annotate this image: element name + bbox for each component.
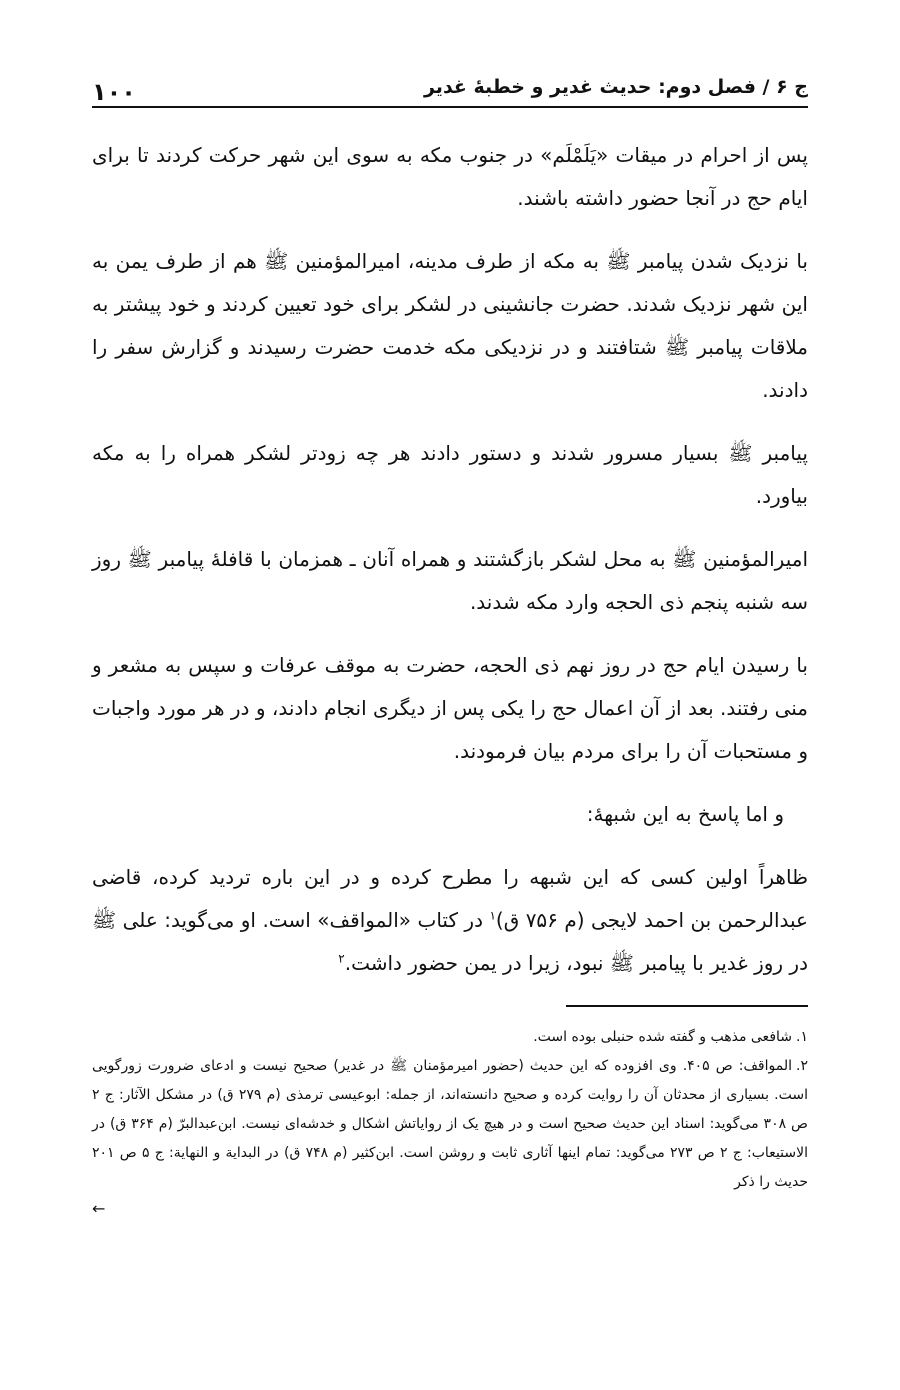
paragraph-4: امیرالمؤمنین ﷺ به محل لشکر بازگشتند و همراه آنان ـ همزمان با قافلهٔ پیامبر ﷺ روز سه شنبه پنجم ذی الحجه وارد مکه شدند.: [92, 547, 808, 614]
paragraph-2: با نزدیک شدن پیامبر ﷺ به مکه از طرف مدینه، امیرالمؤمنین ﷺ هم از طرف یمن به این شهر نزدیک شدند. حضرت جانشینی در لشکر برای خود تعیین کردند و خود پیشتر به ملاقات پیامبر ﷺ شتافتند و در نزدیکی مکه خدمت حضرت رسیدند و گزارش سفر را دادند.: [92, 249, 808, 402]
paragraph-6: و اما پاسخ به این شبههٔ:: [586, 802, 784, 826]
footnote-text: المواقف: ص ۴۰۵. وی افزوده که این حدیث (حضور امیرمؤمنان ﷺ در غدیر) صحیح نیست و ادعای ضرورت زورگویی است. بسیاری از محدثان آن را روایت کرده و صحیح دانسته‌اند، از جمله: ابوعیسی ترمذی (م ۲۷۹ ق) در مشکل الآثار: ج ۲ ص ۳۰۸ می‌گوید: اسناد این حدیث صحیح است و در هیچ یک از روایاتش اشکال و خدشه‌ای نیست. ابن‌عبدالبرّ (م ۳۶۴ ق) در الاستیعاب: ج ۲ ص ۲۷۳ می‌گوید: تمام اینها آثاری ثابت و روشن است. ابن‌کثیر (م ۷۴۸ ق) در البدایة و النهایة: ج ۵ ص ۲۰۱ حدیث را ذکر: [92, 1058, 808, 1190]
page-header: [92, 60, 808, 108]
footnote-number: ۲.: [796, 1058, 808, 1074]
footnote-text: شافعی مذهب و گفته شده حنبلی بوده است.: [533, 1029, 793, 1045]
paragraph-7-part-2: در کتاب «المواقف» است. او می‌گوید: علی ﷺ در روز غدیر با پیامبر ﷺ نبود، زیرا در یمن حضور داشت.: [92, 908, 808, 975]
footnote-2: [92, 1052, 808, 1197]
paragraph-7: [92, 856, 808, 985]
body-text: [92, 134, 808, 985]
page-number: ۱۰۰: [92, 78, 136, 106]
footnote-divider: [566, 1005, 808, 1007]
paragraph-3: پیامبر ﷺ بسیار مسرور شدند و دستور دادند هر چه زودتر لشکر همراه را به مکه بیاورد.: [92, 441, 808, 508]
paragraph-5: با رسیدن ایام حج در روز نهم ذی الحجه، حضرت به موقف عرفات و سپس به مشعر و منی رفتند. بعد از آن اعمال حج را یکی پس از دیگری انجام دادند، و در هر مورد واجبات و مستحبات آن را برای مردم بیان فرمودند.: [92, 653, 808, 763]
paragraph-7-part-1: ظاهراً اولین کسی که این شبهه را مطرح کرده و در این باره تردید کرده، قاضی عبدالرحمن بن احمد لایجی (م ۷۵۶ ق): [92, 865, 808, 932]
footnote-number: ۱.: [796, 1029, 808, 1045]
paragraph-1: پس از احرام در میقات «یَلَمْلَم» در جنوب مکه به سوی این شهر حرکت کردند تا برای ایام حج در آنجا حضور داشته باشند.: [92, 143, 808, 210]
footnote-1: [92, 1023, 808, 1052]
footnote-ref-2[interactable]: ۲: [338, 951, 345, 966]
book-page: [92, 60, 808, 1221]
footnotes: [92, 1023, 808, 1221]
running-title: ج ۶ / فصل دوم: حدیث غدیر و خطبهٔ غدیر: [423, 76, 808, 98]
footnote-ref-1[interactable]: ۱: [489, 908, 496, 923]
continuation-arrow-icon: ←: [92, 1199, 106, 1218]
